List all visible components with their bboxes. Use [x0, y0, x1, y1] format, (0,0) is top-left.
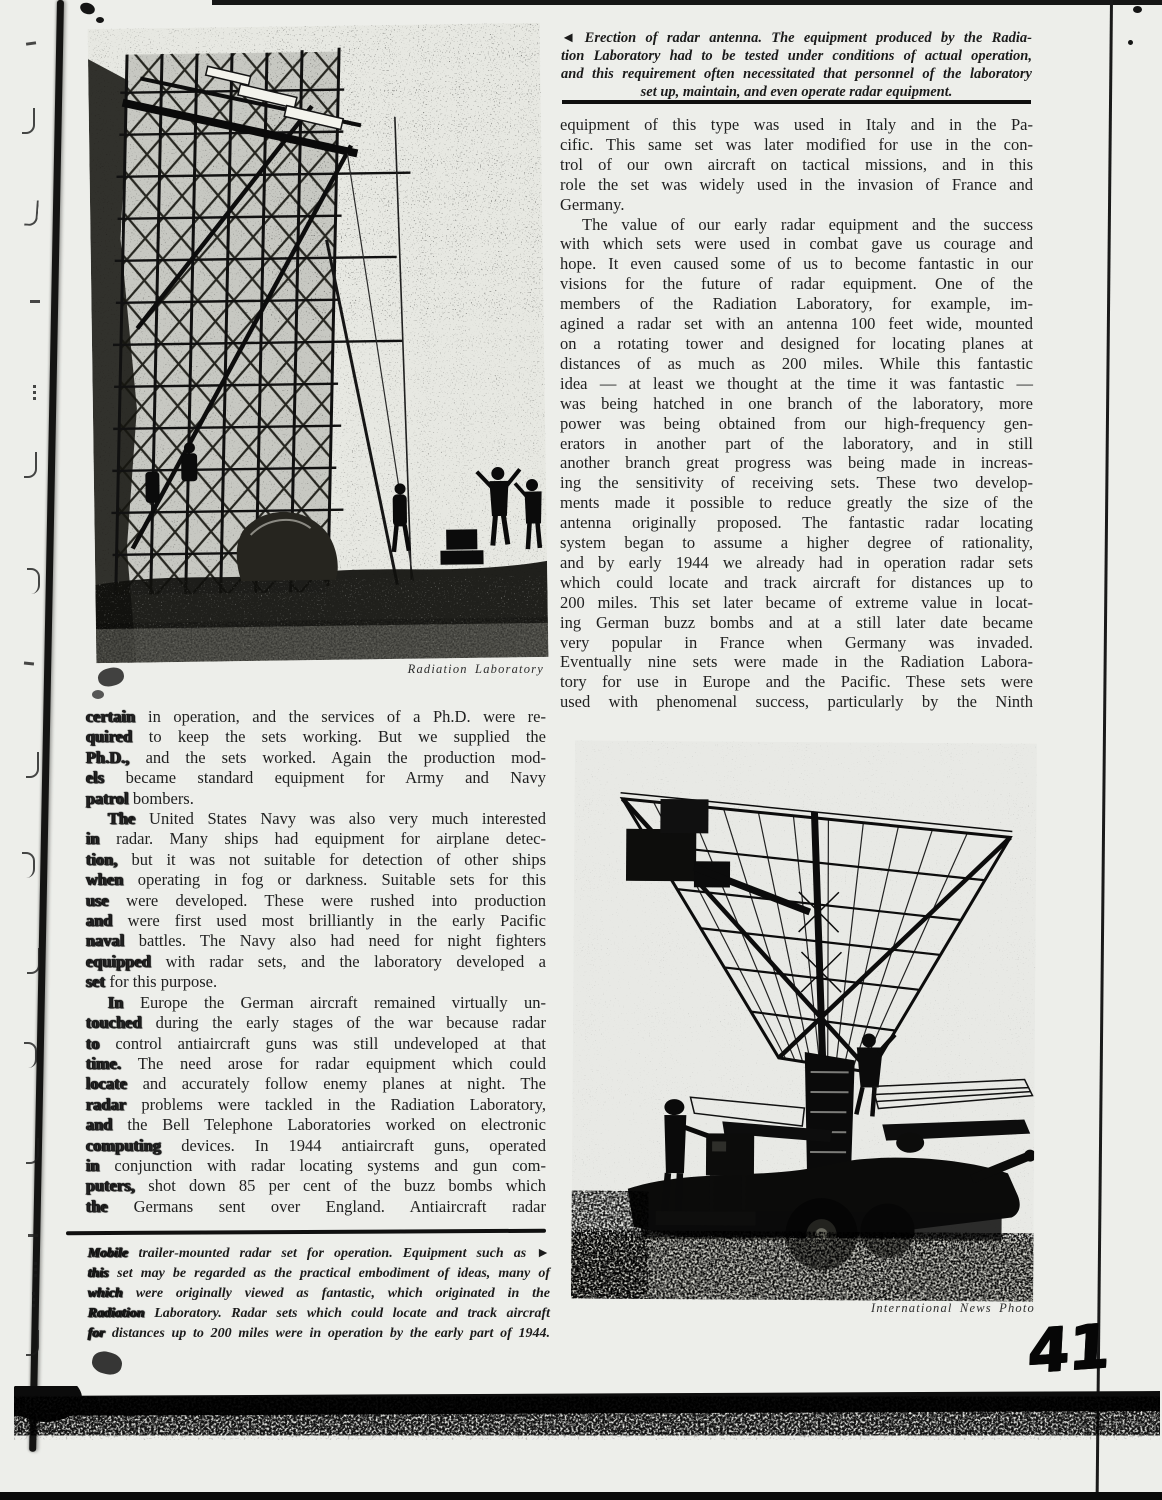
text-line: els became standard equipment for Army and Navy: [86, 768, 546, 788]
scan-artifact: [1133, 6, 1142, 13]
smudged-word: Radiation: [88, 1306, 145, 1321]
smudged-word: locate: [86, 1074, 128, 1094]
text-line: time. The need arose for radar equipment which could: [86, 1053, 546, 1073]
margin-mark: [26, 41, 36, 45]
margin-mark: [26, 752, 39, 778]
text-line: idea — at least we thought at the time it was fantastic —: [560, 373, 1033, 393]
text-line: ◄ Erection of radar antenna. The equipment produced by the Radia-: [561, 30, 1032, 46]
scan-bottom-edge: [0, 1492, 1162, 1500]
smudged-word: use: [86, 890, 109, 910]
text-line: hope. It even caused some of us to become fantastic in our: [560, 254, 1033, 274]
photo-radar-antenna-erection: [88, 23, 549, 663]
smudged-word: and: [86, 1115, 113, 1135]
smudged-word: in: [86, 1155, 100, 1175]
text-line: computing devices. In 1944 antiaircraft guns, operated: [86, 1135, 546, 1155]
margin-mark: [24, 452, 37, 478]
text-line: tion Laboratory had to be tested under conditions of actual operation,: [561, 48, 1032, 64]
margin-mark: [27, 568, 40, 594]
text-line: equipped with radar sets, and the laboratory developed a: [86, 951, 546, 971]
text-line: trol of our own aircraft on tactical missions, and in this: [560, 154, 1033, 174]
caption-divider-rule: [562, 100, 1031, 104]
smudged-word: The: [108, 809, 136, 829]
margin-mark: [24, 200, 39, 227]
text-line: Eventually nine sets were made in the Radiation Labora-: [560, 652, 1033, 672]
text-line: power was being obtained from our high-frequency gen-: [560, 413, 1033, 433]
smudged-word: time.: [86, 1053, 122, 1073]
text-line: touched during the early stages of the war because radar: [86, 1013, 546, 1033]
text-line: role the set was widely used in the invasion of France and: [560, 174, 1033, 194]
smudged-word: set: [86, 972, 106, 992]
text-line: and were first used most brilliantly in the early Pacific: [86, 911, 546, 931]
text-line: which could locate and track aircraft for distances up to: [560, 572, 1033, 592]
text-line: erators in another part of the laboratory, and in still: [560, 433, 1033, 453]
text-line: for distances up to 200 miles were in operation by the early part of 1944.: [88, 1326, 550, 1341]
smudged-word: quired: [86, 727, 133, 747]
caption-divider-rule-left: [66, 1229, 546, 1236]
text-line: use were developed. These were rushed into production: [86, 890, 546, 910]
smudged-word: equipped: [86, 951, 152, 971]
smudged-word: the: [86, 1196, 108, 1216]
text-line: used with phenomenal success, particularly by the Ninth: [560, 692, 1033, 712]
smudged-word: when: [86, 870, 124, 890]
text-line: set up, maintain, and even operate radar equipment.: [640, 84, 953, 100]
margin-mark: [27, 948, 40, 974]
text-line: very popular in France when Germany was invaded.: [560, 632, 1033, 652]
smudged-word: computing: [86, 1135, 162, 1155]
margin-mark: [24, 661, 34, 665]
text-line: and by early 1944 we already had in operation radar sets: [560, 552, 1033, 572]
margin-mark: [34, 1262, 37, 1265]
text-line: The United States Navy was also very much interested: [108, 809, 546, 829]
text-line: this set may be regarded as the practical embodiment of ideas, many of: [88, 1266, 550, 1281]
smudged-word: in: [86, 829, 100, 849]
text-line: locate and accurately follow enemy planes at night. The: [86, 1074, 546, 1094]
text-line: In Europe the German aircraft remained virtually un-: [108, 992, 546, 1012]
text-line: agined a radar set with an antenna 100 feet wide, mounted: [560, 314, 1033, 334]
text-line: another branch great progress was being made in increas-: [560, 453, 1033, 473]
smudged-word: tion,: [86, 849, 118, 869]
smudged-word: for: [88, 1326, 106, 1341]
margin-mark: [26, 1330, 39, 1356]
text-line: distances of as much as 200 miles. While this fantastic: [560, 353, 1033, 373]
text-line: cific. This same set was later modified for use in the con-: [560, 134, 1033, 154]
text-line: ing the sensitivity of receiving sets. These two develop-: [560, 473, 1033, 493]
scan-bottom-bar: [14, 1386, 1160, 1440]
text-line: puters, shot down 85 per cent of the buzz bombs which: [86, 1176, 546, 1196]
text-line: Mobile trailer-mounted radar set for operation. Equipment such as ►: [88, 1246, 550, 1261]
body-column-left: [86, 707, 546, 1217]
smudged-word: In: [108, 992, 124, 1012]
smudged-word: patrol: [86, 788, 129, 808]
margin-mark: [30, 300, 40, 303]
text-line: Ph.D., and the sets worked. Again the production mod-: [86, 747, 546, 767]
scan-artifact: [90, 1349, 124, 1378]
text-line: ing German buzz bombs and at a still later date became: [560, 612, 1033, 632]
scan-right-edge-line: [1096, 0, 1113, 1496]
scan-artifact: [79, 1, 97, 16]
smudged-word: els: [86, 768, 105, 788]
text-line: set for this purpose.: [86, 972, 218, 992]
margin-mark: [32, 1292, 35, 1295]
text-line: certain in operation, and the services of a Ph.D. were re-: [86, 707, 546, 726]
smudged-word: this: [88, 1266, 110, 1281]
text-line: and this requirement often necessitated that personnel of the laboratory: [561, 66, 1032, 82]
smudged-word: and: [86, 911, 113, 931]
smudged-word: certain: [86, 707, 136, 726]
text-line: ments made it possible to reduce greatly the size of the: [560, 493, 1033, 513]
scan-artifact: [1128, 40, 1133, 45]
text-line: Radiation Laboratory. Radar sets which could locate and track aircraft: [88, 1306, 550, 1321]
text-line: when operating in fog or darkness. Suitable sets for this: [86, 870, 546, 890]
handwritten-page-number: 41: [1025, 1310, 1111, 1388]
text-line: equipment of this type was used in Italy and in the Pa-: [560, 115, 1033, 134]
smudged-word: to: [86, 1033, 100, 1053]
smudged-word: naval: [86, 931, 125, 951]
text-line: and the Bell Telephone Laboratories worked on electronic: [86, 1115, 546, 1135]
text-line: tory for use in Europe and the Pacific. These sets were: [560, 672, 1033, 692]
text-line: members of the Radiation Laboratory, for example, im-: [560, 294, 1033, 314]
text-line: tion, but it was not suitable for detection of other ships: [86, 849, 546, 869]
text-line: visions for the future of radar equipment. One of the: [560, 274, 1033, 294]
smudged-word: Ph.D.,: [86, 747, 130, 767]
margin-mark: [22, 852, 35, 878]
caption-antenna-erection: [561, 29, 1032, 101]
margin-mark: [26, 1138, 39, 1164]
text-line: patrol bombers.: [86, 788, 194, 808]
text-line: to control antiaircraft guns was still undeveloped at that: [86, 1033, 546, 1053]
margin-mark: [24, 1042, 37, 1068]
text-line: quired to keep the sets working. But we supplied the: [86, 727, 546, 747]
text-line: system began to assume a higher degree of rationality,: [560, 533, 1033, 553]
margin-mark: [22, 108, 35, 134]
smudged-word: which: [88, 1286, 124, 1301]
text-line: The value of our early radar equipment and the success: [582, 214, 1033, 234]
text-line: Germany.: [560, 194, 625, 214]
margin-mark: [33, 385, 36, 388]
text-line: with which sets were used in combat gave us courage and: [560, 234, 1033, 254]
text-line: the Germans sent over England. Antiaircraft radar: [86, 1196, 546, 1216]
scan-artifact: [92, 690, 104, 699]
text-line: on a rotating tower and designed for locating planes at: [560, 333, 1033, 353]
margin-mark: [28, 1234, 38, 1237]
smudged-word: touched: [86, 1013, 142, 1033]
scan-top-edge: [212, 0, 1162, 5]
scan-artifact: [96, 17, 104, 23]
text-line: was being hatched in one branch of the laboratory, more: [560, 393, 1033, 413]
text-line: radar problems were tackled in the Radiation Laboratory,: [86, 1094, 546, 1114]
smudged-word: puters,: [86, 1176, 136, 1196]
smudged-word: radar: [86, 1094, 127, 1114]
text-line: naval battles. The Navy also had need for night fighters: [86, 931, 546, 951]
text-line: 200 miles. This set later became of extreme value in locat-: [560, 592, 1033, 612]
text-line: which were originally viewed as fantastic, which originated in the: [88, 1286, 550, 1301]
smudged-word: Mobile: [88, 1246, 129, 1261]
text-line: in conjunction with radar locating systems and gun com-: [86, 1155, 546, 1175]
caption-mobile-radar: [88, 1244, 550, 1344]
body-column-right: [560, 115, 1033, 712]
text-line: in radar. Many ships had equipment for airplane detec-: [86, 829, 546, 849]
photo-mobile-trailer-radar: [571, 740, 1037, 1301]
text-line: antenna originally proposed. The fantastic radar locating: [560, 513, 1033, 533]
photo-credit-international-news: International News Photo: [871, 1301, 1035, 1315]
photo-credit-radiation-laboratory: Radiation Laboratory: [407, 662, 544, 676]
